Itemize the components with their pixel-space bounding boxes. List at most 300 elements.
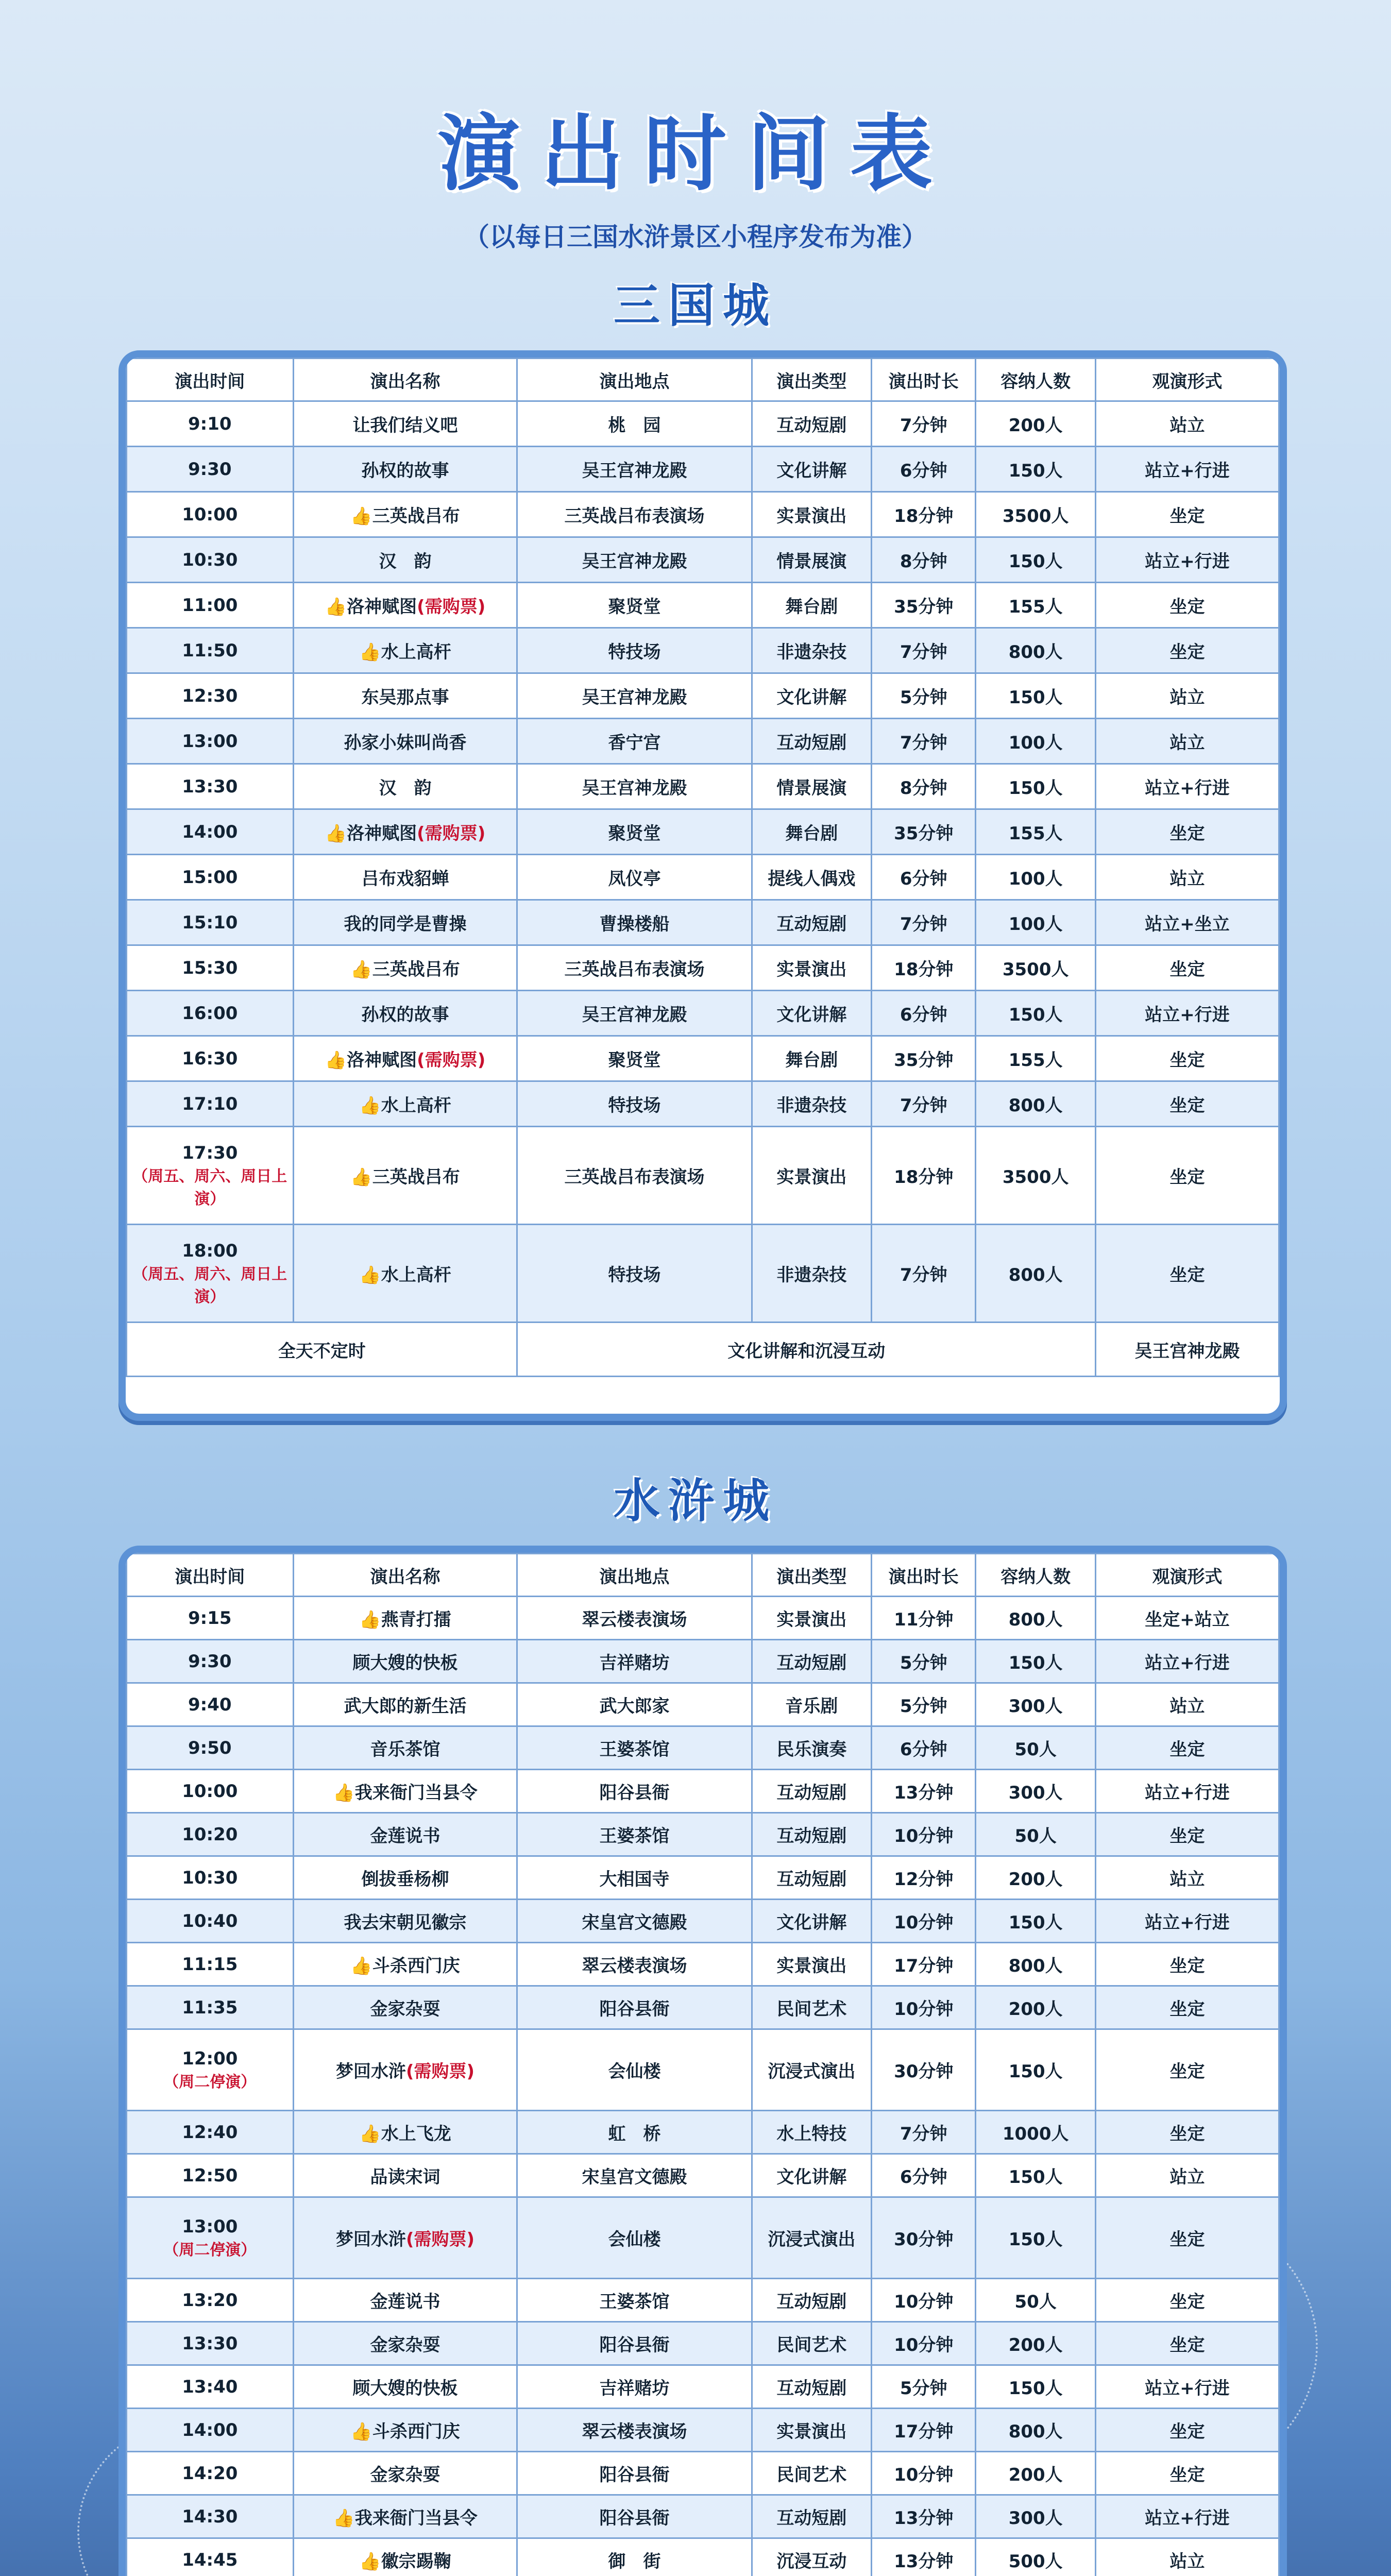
header-name: 演出名称 xyxy=(293,1554,517,1597)
cell-place: 吴王宫神龙殿 xyxy=(517,447,752,492)
cell-capacity: 800人 xyxy=(976,1597,1096,1640)
cell-capacity: 200人 xyxy=(976,2452,1096,2495)
table-row xyxy=(127,1036,1279,1081)
cell-show-name xyxy=(293,628,517,673)
cell-type: 互动短剧 xyxy=(752,1640,872,1683)
table-row xyxy=(127,628,1279,673)
time-text: 16:00 xyxy=(182,1003,238,1024)
cell-capacity: 300人 xyxy=(976,1683,1096,1726)
cell-time xyxy=(127,2197,294,2279)
cell-show-name xyxy=(293,1943,517,1986)
time-text: 14:45 xyxy=(182,2549,238,2570)
time-text: 10:40 xyxy=(182,1910,238,1931)
cell-type: 沉浸式演出 xyxy=(752,2029,872,2111)
show-name: 汉 韵 xyxy=(379,551,432,572)
header-capacity: 容纳人数 xyxy=(976,1554,1096,1597)
table-row xyxy=(127,1943,1279,1986)
cell-capacity: 1000人 xyxy=(976,2111,1096,2154)
ticket-required-badge: (需购票) xyxy=(417,823,486,844)
cell-time xyxy=(127,2452,294,2495)
show-name: 我来衙门当县令 xyxy=(354,2508,478,2529)
cell-place: 香宁宫 xyxy=(517,719,752,764)
cell-form: 坐定 xyxy=(1095,1986,1279,2029)
time-text: 9:30 xyxy=(188,459,232,480)
cell-show-name xyxy=(293,2029,517,2111)
cell-capacity: 800人 xyxy=(976,1081,1096,1127)
cell-show-name xyxy=(293,2495,517,2538)
cell-time xyxy=(127,809,294,855)
thumbs-up-icon: 👍 xyxy=(350,1956,372,1976)
thumbs-up-icon: 👍 xyxy=(359,2124,381,2144)
cell-capacity: 200人 xyxy=(976,401,1096,447)
cell-type: 文化讲解 xyxy=(752,673,872,719)
time-text: 9:15 xyxy=(188,1607,232,1629)
time-text: 9:40 xyxy=(188,1694,232,1715)
cell-show-name xyxy=(293,2197,517,2279)
cell-time xyxy=(127,1813,294,1856)
cell-form: 站立 xyxy=(1095,1856,1279,1900)
cell-capacity: 200人 xyxy=(976,1986,1096,2029)
cell-place: 阳谷县衙 xyxy=(517,2495,752,2538)
time-text: 13:00 xyxy=(182,2216,238,2237)
show-name: 水上飞龙 xyxy=(381,2124,451,2144)
cell-show-name xyxy=(293,2452,517,2495)
shuihu-schedule-panel xyxy=(118,1546,1287,2576)
cell-type: 互动短剧 xyxy=(752,401,872,447)
table-row xyxy=(127,537,1279,583)
cell-form: 坐定 xyxy=(1095,2111,1279,2154)
show-name: 三英战吕布 xyxy=(372,506,460,527)
cell-type: 非遗杂技 xyxy=(752,1081,872,1127)
cell-show-name xyxy=(293,2409,517,2452)
table-row xyxy=(127,447,1279,492)
cell-place: 吴王宫神龙殿 xyxy=(517,991,752,1036)
thumbs-up-icon: 👍 xyxy=(359,642,381,663)
time-text: 13:00 xyxy=(182,731,238,752)
cell-time xyxy=(127,401,294,447)
cell-show-name xyxy=(293,447,517,492)
cell-duration: 7分钟 xyxy=(872,2111,976,2154)
table-row xyxy=(127,2154,1279,2197)
cell-capacity: 3500人 xyxy=(976,945,1096,991)
thumbs-up-icon: 👍 xyxy=(359,1095,381,1116)
thumbs-up-icon: 👍 xyxy=(359,2551,381,2572)
cell-place: 会仙楼 xyxy=(517,2029,752,2111)
cell-show-name xyxy=(293,492,517,537)
cell-type: 音乐剧 xyxy=(752,1683,872,1726)
cell-duration: 35分钟 xyxy=(872,809,976,855)
table-row xyxy=(127,1597,1279,1640)
cell-show-name xyxy=(293,1986,517,2029)
show-name: 斗杀西门庆 xyxy=(372,1956,460,1976)
cell-type: 实景演出 xyxy=(752,2409,872,2452)
cell-form: 站立 xyxy=(1095,401,1279,447)
show-name: 金家杂耍 xyxy=(370,2465,440,2485)
cell-form: 站立+行进 xyxy=(1095,2495,1279,2538)
cell-place: 特技场 xyxy=(517,1081,752,1127)
cell-show-name xyxy=(293,809,517,855)
cell-show-name xyxy=(293,2111,517,2154)
cell-show-name xyxy=(293,2322,517,2365)
cell-capacity: 300人 xyxy=(976,1770,1096,1813)
cell-form: 站立+坐立 xyxy=(1095,900,1279,945)
cell-capacity: 3500人 xyxy=(976,1127,1096,1225)
cell-form: 坐定 xyxy=(1095,2409,1279,2452)
time-text: 14:20 xyxy=(182,2463,238,2484)
cell-form: 坐定 xyxy=(1095,809,1279,855)
time-text: 9:50 xyxy=(188,1737,232,1758)
time-text: 9:30 xyxy=(188,1651,232,1672)
time-text: 14:00 xyxy=(182,2419,238,2441)
cell-form: 坐定 xyxy=(1095,1225,1279,1323)
time-text: 15:10 xyxy=(182,912,238,933)
table-row xyxy=(127,401,1279,447)
show-name: 孙权的故事 xyxy=(361,461,449,481)
cell-duration: 7分钟 xyxy=(872,719,976,764)
show-name: 金莲说书 xyxy=(370,2292,440,2312)
cell-time xyxy=(127,1986,294,2029)
show-name: 三英战吕布 xyxy=(372,1167,460,1188)
cell-duration: 7分钟 xyxy=(872,1225,976,1323)
cell-form: 站立+行进 xyxy=(1095,447,1279,492)
show-name: 燕青打擂 xyxy=(381,1609,451,1630)
thumbs-up-icon: 👍 xyxy=(359,1609,381,1630)
cell-type: 互动短剧 xyxy=(752,2279,872,2322)
show-name: 水上高杆 xyxy=(381,1095,451,1116)
table-row xyxy=(127,1683,1279,1726)
cell-show-name xyxy=(293,855,517,900)
header-type: 演出类型 xyxy=(752,1554,872,1597)
cell-show-name xyxy=(293,719,517,764)
cell-time xyxy=(127,1770,294,1813)
footer-time: 全天不定时 xyxy=(127,1323,517,1377)
show-name: 斗杀西门庆 xyxy=(372,2421,460,2442)
cell-form: 站立 xyxy=(1095,2154,1279,2197)
cell-form: 坐定 xyxy=(1095,1081,1279,1127)
cell-duration: 35分钟 xyxy=(872,1036,976,1081)
cell-capacity: 150人 xyxy=(976,537,1096,583)
cell-duration: 17分钟 xyxy=(872,1943,976,1986)
cell-form: 坐定 xyxy=(1095,2452,1279,2495)
cell-duration: 18分钟 xyxy=(872,1127,976,1225)
cell-place: 阳谷县衙 xyxy=(517,2322,752,2365)
cell-show-name xyxy=(293,991,517,1036)
cell-duration: 30分钟 xyxy=(872,2197,976,2279)
cell-show-name xyxy=(293,1683,517,1726)
shuihu-schedule-table xyxy=(126,1553,1280,2576)
cell-place: 三英战吕布表演场 xyxy=(517,492,752,537)
cell-capacity: 100人 xyxy=(976,900,1096,945)
cell-place: 阳谷县衙 xyxy=(517,1770,752,1813)
cell-show-name xyxy=(293,537,517,583)
cell-time xyxy=(127,447,294,492)
cell-duration: 6分钟 xyxy=(872,991,976,1036)
cell-time xyxy=(127,764,294,809)
cell-form: 坐定 xyxy=(1095,1036,1279,1081)
thumbs-up-icon: 👍 xyxy=(350,959,372,980)
time-note: （周五、周六、周日上演） xyxy=(132,1265,287,1306)
cell-capacity: 150人 xyxy=(976,2154,1096,2197)
sanguo-schedule-panel xyxy=(118,350,1287,1421)
table-row xyxy=(127,719,1279,764)
cell-time xyxy=(127,2538,294,2576)
table-row xyxy=(127,1770,1279,1813)
cell-time xyxy=(127,1640,294,1683)
cell-show-name xyxy=(293,1225,517,1323)
cell-show-name xyxy=(293,900,517,945)
table-row xyxy=(127,1900,1279,1943)
time-text: 15:00 xyxy=(182,867,238,888)
cell-duration: 6分钟 xyxy=(872,1726,976,1770)
thumbs-up-icon: 👍 xyxy=(359,1265,381,1285)
show-name: 梦回水浒 xyxy=(336,2229,406,2250)
cell-duration: 7分钟 xyxy=(872,628,976,673)
cell-place: 虹 桥 xyxy=(517,2111,752,2154)
ticket-required-badge: (需购票) xyxy=(406,2061,475,2082)
cell-form: 坐定 xyxy=(1095,628,1279,673)
cell-capacity: 155人 xyxy=(976,1036,1096,1081)
cell-form: 坐定 xyxy=(1095,2279,1279,2322)
table-row xyxy=(127,2322,1279,2365)
cell-place: 桃 园 xyxy=(517,401,752,447)
show-name: 倒拔垂杨柳 xyxy=(361,1869,449,1890)
cell-duration: 6分钟 xyxy=(872,2154,976,2197)
cell-capacity: 800人 xyxy=(976,2409,1096,2452)
cell-time xyxy=(127,2154,294,2197)
time-text: 17:30 xyxy=(182,1142,238,1163)
cell-form: 坐定 xyxy=(1095,1943,1279,1986)
cell-capacity: 150人 xyxy=(976,1900,1096,1943)
table-row xyxy=(127,1127,1279,1225)
cell-duration: 5分钟 xyxy=(872,2365,976,2409)
show-name: 品读宋词 xyxy=(370,2167,440,2188)
table-row xyxy=(127,764,1279,809)
cell-type: 互动短剧 xyxy=(752,1813,872,1856)
cell-form: 站立+行进 xyxy=(1095,991,1279,1036)
cell-form: 站立 xyxy=(1095,719,1279,764)
show-name: 孙家小妹叫尚香 xyxy=(344,733,467,753)
cell-show-name xyxy=(293,764,517,809)
cell-time xyxy=(127,855,294,900)
cell-type: 文化讲解 xyxy=(752,2154,872,2197)
cell-place: 吴王宫神龙殿 xyxy=(517,673,752,719)
cell-time xyxy=(127,2409,294,2452)
table-footer-row xyxy=(127,1323,1279,1377)
cell-time xyxy=(127,1127,294,1225)
table-row xyxy=(127,2111,1279,2154)
cell-form: 坐定+站立 xyxy=(1095,1597,1279,1640)
cell-type: 实景演出 xyxy=(752,1127,872,1225)
show-name: 武大郎的新生活 xyxy=(344,1696,467,1717)
cell-type: 实景演出 xyxy=(752,1597,872,1640)
show-name: 让我们结义吧 xyxy=(352,415,458,436)
table-row xyxy=(127,2365,1279,2409)
table-row xyxy=(127,1986,1279,2029)
cell-duration: 10分钟 xyxy=(872,1900,976,1943)
ticket-required-badge: (需购票) xyxy=(417,597,486,617)
cell-show-name xyxy=(293,2365,517,2409)
cell-duration: 10分钟 xyxy=(872,2322,976,2365)
section-title-sanguo: 三国城 xyxy=(614,279,777,333)
cell-time xyxy=(127,1036,294,1081)
cell-show-name xyxy=(293,1813,517,1856)
cell-duration: 5分钟 xyxy=(872,1640,976,1683)
cell-place: 吉祥赌坊 xyxy=(517,2365,752,2409)
cell-capacity: 200人 xyxy=(976,1856,1096,1900)
table-row xyxy=(127,492,1279,537)
table-row xyxy=(127,2538,1279,2576)
table-row xyxy=(127,2279,1279,2322)
header-duration: 演出时长 xyxy=(872,359,976,401)
thumbs-up-icon: 👍 xyxy=(350,1167,372,1188)
thumbs-up-icon: 👍 xyxy=(325,1050,347,1071)
cell-place: 阳谷县衙 xyxy=(517,2452,752,2495)
sanguo-schedule-table xyxy=(126,358,1280,1377)
cell-capacity: 500人 xyxy=(976,2538,1096,2576)
show-name: 汉 韵 xyxy=(379,778,432,799)
cell-duration: 17分钟 xyxy=(872,2409,976,2452)
show-name: 水上高杆 xyxy=(381,1265,451,1285)
cell-place: 宋皇宫文德殿 xyxy=(517,1900,752,1943)
cell-type: 互动短剧 xyxy=(752,900,872,945)
cell-place: 凤仪亭 xyxy=(517,855,752,900)
cell-capacity: 150人 xyxy=(976,764,1096,809)
cell-show-name xyxy=(293,1726,517,1770)
time-text: 13:20 xyxy=(182,2290,238,2311)
cell-time xyxy=(127,1597,294,1640)
cell-show-name xyxy=(293,1900,517,1943)
cell-place: 大相国寺 xyxy=(517,1856,752,1900)
time-text: 10:00 xyxy=(182,504,238,525)
header-name: 演出名称 xyxy=(293,359,517,401)
cell-type: 民间艺术 xyxy=(752,2452,872,2495)
show-name: 徽宗踢鞠 xyxy=(381,2551,451,2572)
header-form: 观演形式 xyxy=(1095,1554,1279,1597)
header-time: 演出时间 xyxy=(127,359,294,401)
time-note: （周二停演） xyxy=(163,2241,257,2259)
cell-place: 吴王宫神龙殿 xyxy=(517,537,752,583)
cell-form: 站立+行进 xyxy=(1095,537,1279,583)
header-capacity: 容纳人数 xyxy=(976,359,1096,401)
cell-time xyxy=(127,1943,294,1986)
cell-show-name xyxy=(293,1127,517,1225)
cell-time xyxy=(127,2365,294,2409)
cell-time xyxy=(127,1856,294,1900)
cell-type: 互动短剧 xyxy=(752,719,872,764)
show-name: 金家杂耍 xyxy=(370,1999,440,2020)
cell-form: 站立 xyxy=(1095,1683,1279,1726)
table-row xyxy=(127,2197,1279,2279)
thumbs-up-icon: 👍 xyxy=(325,823,347,844)
show-name: 吕布戏貂蝉 xyxy=(361,869,449,889)
cell-type: 互动短剧 xyxy=(752,1770,872,1813)
cell-capacity: 150人 xyxy=(976,1640,1096,1683)
cell-capacity: 150人 xyxy=(976,2029,1096,2111)
header-place: 演出地点 xyxy=(517,1554,752,1597)
cell-capacity: 150人 xyxy=(976,673,1096,719)
cell-time xyxy=(127,2495,294,2538)
cell-show-name xyxy=(293,673,517,719)
cell-type: 情景展演 xyxy=(752,764,872,809)
time-text: 11:50 xyxy=(182,640,238,661)
time-text: 9:10 xyxy=(188,413,232,434)
cell-form: 站立 xyxy=(1095,673,1279,719)
cell-time xyxy=(127,719,294,764)
time-text: 14:00 xyxy=(182,821,238,842)
show-name: 洛神赋图 xyxy=(347,1050,417,1071)
cell-form: 站立+行进 xyxy=(1095,1900,1279,1943)
table-row xyxy=(127,855,1279,900)
cell-duration: 18分钟 xyxy=(872,945,976,991)
footer-description: 文化讲解和沉浸互动 xyxy=(517,1323,1096,1377)
cell-place: 特技场 xyxy=(517,1225,752,1323)
table-row xyxy=(127,1081,1279,1127)
page-subtitle: （以每日三国水浒景区小程序发布为准） xyxy=(464,222,927,252)
cell-time xyxy=(127,1683,294,1726)
cell-show-name xyxy=(293,1770,517,1813)
cell-duration: 10分钟 xyxy=(872,2279,976,2322)
table-row xyxy=(127,583,1279,628)
cell-type: 文化讲解 xyxy=(752,991,872,1036)
show-name: 顾大嫂的快板 xyxy=(352,2378,458,2399)
cell-type: 民间艺术 xyxy=(752,2322,872,2365)
cell-type: 沉浸互动 xyxy=(752,2538,872,2576)
ticket-required-badge: (需购票) xyxy=(417,1050,486,1071)
cell-capacity: 150人 xyxy=(976,2197,1096,2279)
cell-form: 站立+行进 xyxy=(1095,1770,1279,1813)
cell-time xyxy=(127,2279,294,2322)
cell-duration: 6分钟 xyxy=(872,447,976,492)
thumbs-up-icon: 👍 xyxy=(333,1783,355,1803)
cell-place: 吴王宫神龙殿 xyxy=(517,764,752,809)
cell-capacity: 800人 xyxy=(976,1225,1096,1323)
cell-type: 舞台剧 xyxy=(752,809,872,855)
show-name: 金莲说书 xyxy=(370,1826,440,1846)
cell-duration: 13分钟 xyxy=(872,2495,976,2538)
thumbs-up-icon: 👍 xyxy=(350,2421,372,2442)
cell-time xyxy=(127,492,294,537)
cell-type: 实景演出 xyxy=(752,1943,872,1986)
cell-duration: 6分钟 xyxy=(872,855,976,900)
table-row xyxy=(127,673,1279,719)
table-row xyxy=(127,1813,1279,1856)
show-name: 三英战吕布 xyxy=(372,959,460,980)
cell-time xyxy=(127,2111,294,2154)
header-time: 演出时间 xyxy=(127,1554,294,1597)
cell-place: 会仙楼 xyxy=(517,2197,752,2279)
show-name: 东吴那点事 xyxy=(361,687,449,708)
cell-place: 翠云楼表演场 xyxy=(517,1597,752,1640)
cell-capacity: 100人 xyxy=(976,719,1096,764)
time-note: （周五、周六、周日上演） xyxy=(132,1167,287,1208)
time-text: 14:30 xyxy=(182,2506,238,2527)
time-text: 10:30 xyxy=(182,1867,238,1888)
cell-place: 王婆茶馆 xyxy=(517,1726,752,1770)
thumbs-up-icon: 👍 xyxy=(325,597,347,617)
cell-time xyxy=(127,583,294,628)
cell-time xyxy=(127,945,294,991)
ticket-required-badge: (需购票) xyxy=(406,2229,475,2250)
show-name: 顾大嫂的快板 xyxy=(352,1653,458,1673)
table-row xyxy=(127,809,1279,855)
cell-type: 情景展演 xyxy=(752,537,872,583)
time-text: 12:30 xyxy=(182,685,238,706)
cell-place: 曹操楼船 xyxy=(517,900,752,945)
cell-capacity: 50人 xyxy=(976,2279,1096,2322)
cell-form: 站立 xyxy=(1095,855,1279,900)
cell-show-name xyxy=(293,583,517,628)
cell-capacity: 300人 xyxy=(976,2495,1096,2538)
